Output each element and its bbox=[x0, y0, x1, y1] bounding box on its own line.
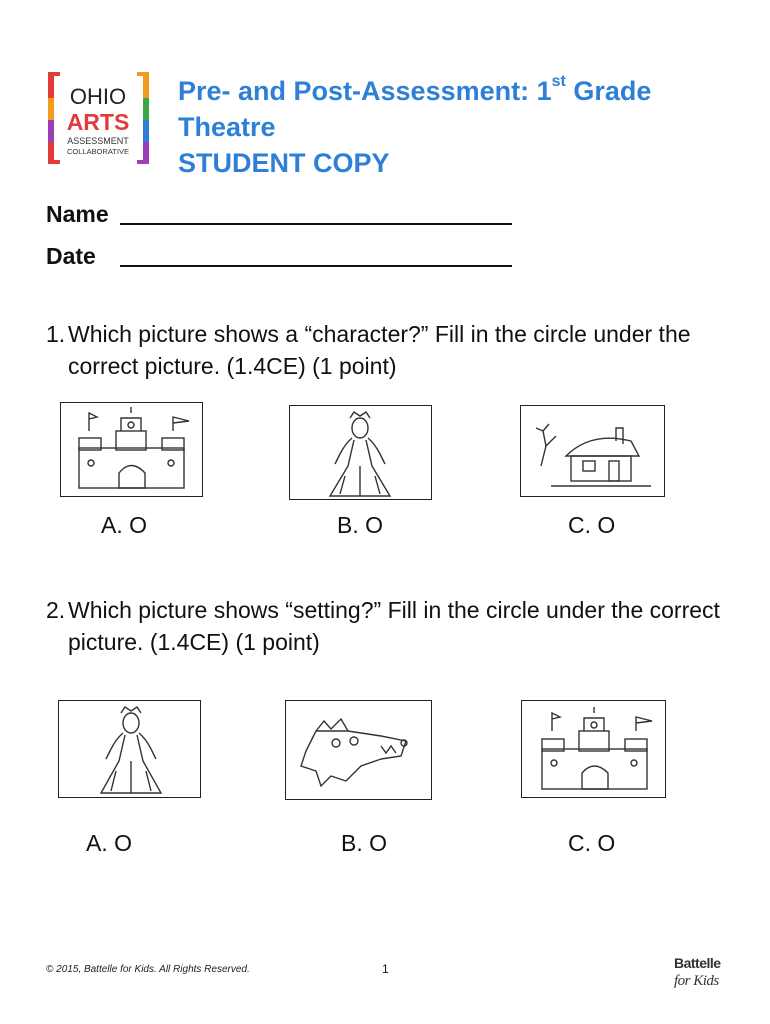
name-line[interactable] bbox=[120, 223, 512, 225]
date-field[interactable] bbox=[46, 243, 96, 270]
question-1-number: 1. bbox=[46, 321, 66, 347]
q2-option-a[interactable]: A. O bbox=[86, 830, 133, 856]
q1-picture-a-castle bbox=[60, 402, 203, 497]
battelle-for-kids-logo bbox=[672, 952, 728, 992]
q2-picture-a-princess bbox=[58, 700, 201, 798]
q2-picture-c-castle bbox=[521, 700, 666, 798]
logo-collaborative-text: COLLABORATIVE bbox=[67, 147, 129, 156]
title-line1-post: Grade bbox=[565, 76, 652, 106]
q1-option-a[interactable]: A. O bbox=[101, 512, 148, 538]
svg-text:for Kids: for Kids bbox=[674, 973, 719, 989]
date-line[interactable] bbox=[120, 265, 512, 267]
title-line2: Theatre bbox=[178, 112, 276, 142]
q1-option-b[interactable]: B. O bbox=[337, 512, 384, 538]
logo-assessment-text: ASSESSMENT bbox=[67, 136, 129, 146]
q2-picture-b-wolf bbox=[285, 700, 432, 800]
page-number: 1 bbox=[382, 962, 389, 976]
name-field[interactable] bbox=[46, 201, 109, 228]
title-line3: STUDENT COPY bbox=[178, 148, 390, 178]
svg-text:Battelle: Battelle bbox=[674, 955, 721, 971]
ohio-arts-logo bbox=[46, 70, 151, 166]
title-sup: st bbox=[551, 73, 566, 90]
date-label: Date bbox=[46, 243, 96, 269]
name-label: Name bbox=[46, 201, 109, 227]
question-2-number: 2. bbox=[46, 597, 66, 623]
title-line1-pre: Pre- and Post-Assessment: 1 bbox=[178, 76, 552, 106]
q2-option-b[interactable]: B. O bbox=[341, 830, 388, 856]
page-title bbox=[178, 68, 651, 181]
q1-option-c[interactable]: C. O bbox=[568, 512, 616, 538]
q1-picture-b-princess bbox=[289, 405, 432, 500]
question-2-text: Which picture shows “setting?” Fill in the circle under the correct picture. (1.4CE) (1 point) bbox=[68, 597, 720, 655]
q2-option-c[interactable]: C. O bbox=[568, 830, 616, 856]
q1-picture-c-cottage bbox=[520, 405, 665, 497]
logo-arts-text: ARTS bbox=[66, 109, 130, 135]
copyright-text: © 2015, Battelle for Kids. All Rights Reserved. bbox=[46, 964, 250, 975]
question-1-text: Which picture shows a “character?” Fill in the circle under the correct picture. (1.4CE) (1 point) bbox=[68, 321, 691, 379]
logo-ohio-text: OHIO bbox=[69, 84, 127, 109]
